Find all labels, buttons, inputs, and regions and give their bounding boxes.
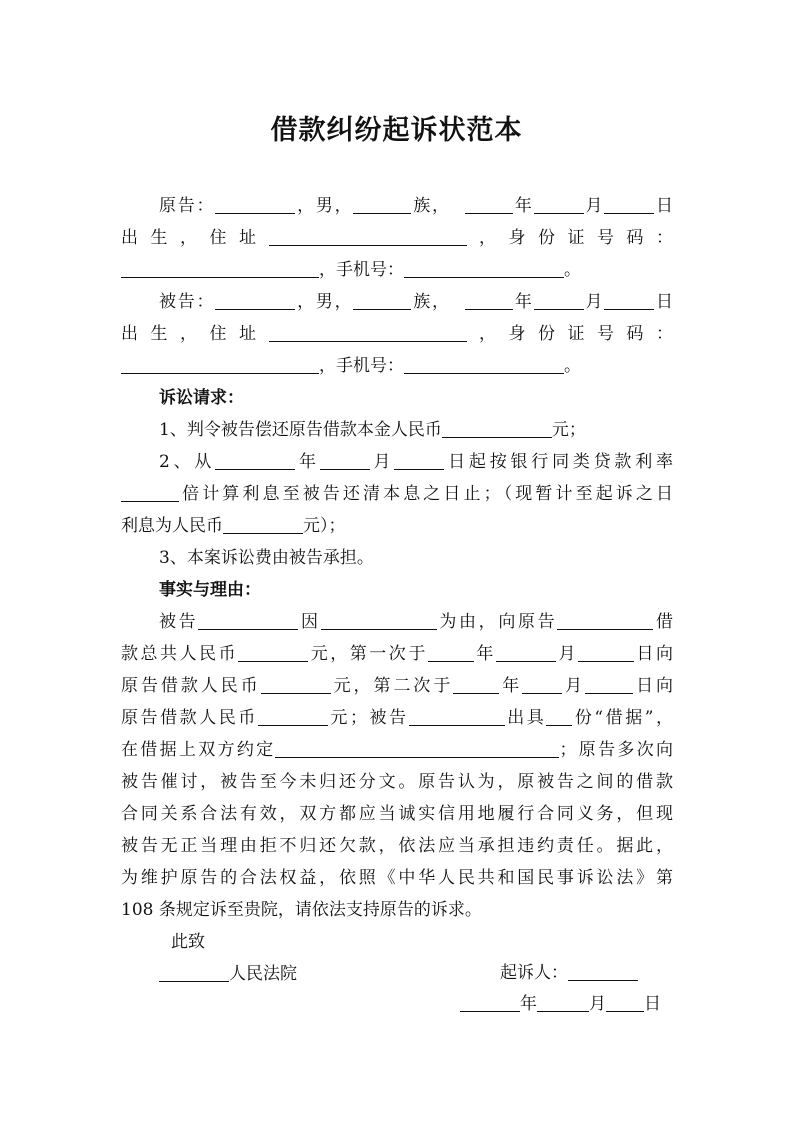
blank-field[interactable] [404, 258, 564, 278]
facts-line-3: 原告借款人民币 元，第二次于 年 月 日向 [121, 676, 674, 696]
signature-line: 起诉人： [500, 957, 638, 989]
blank-field[interactable] [215, 194, 295, 214]
closing-zhizhi: 此致 [171, 932, 205, 952]
facts-heading: 事实与理由： [159, 580, 261, 600]
blank-field[interactable] [537, 992, 589, 1012]
closing-court: 人民法院 [121, 958, 673, 990]
blank-field[interactable] [409, 706, 505, 726]
blank-field[interactable] [159, 962, 229, 982]
blank-field[interactable] [269, 226, 467, 246]
defendant-line-2: 出生，住址 ，身份证号码： [121, 324, 673, 344]
blank-field[interactable] [465, 290, 513, 310]
plaintiff-line-2: 出生，住址 ，身份证号码： [121, 228, 673, 248]
plaintiff-line-1: 原告： ，男， 族， 年 月 日 [159, 196, 674, 216]
facts-line-5: 在借据上双方约定 ；原告多次向 [121, 740, 674, 760]
blank-field[interactable] [320, 450, 370, 470]
blank-field[interactable] [121, 482, 179, 502]
blank-field[interactable] [394, 450, 444, 470]
defendant-line-1: 被告： ，男， 族， 年 月 日 [159, 292, 674, 312]
claim-2-line-2: 倍计算利息至被告还清本息之日止；（现暂计至起诉之日 [121, 478, 673, 510]
blank-field[interactable] [496, 642, 556, 662]
facts-line-2: 款总共人民币 元，第一次于 年 月 日向 [121, 644, 674, 664]
document-body [121, 190, 673, 990]
facts-line-9: 为维护原告的合法权益，依照《中华人民共和国民事诉讼法》第 [121, 868, 673, 888]
blank-field[interactable] [442, 418, 552, 438]
facts-line-4: 原告借款人民币 元；被告 出具 份“借据”， [121, 708, 674, 728]
blank-field[interactable] [522, 674, 562, 694]
blank-field[interactable] [215, 450, 295, 470]
blank-field[interactable] [606, 992, 644, 1012]
claim-3: 3、本案诉讼费由被告承担。 [159, 548, 374, 568]
facts-line-8: 被告无正当理由拒不归还欠款，依法应当承担违约责任。据此， [121, 836, 673, 856]
claims-heading: 诉讼请求： [159, 388, 244, 408]
date-line: 年 月 日 [460, 988, 661, 1020]
facts-line-6: 被告催讨，被告至今未归还分文。原告认为，原被告之间的借款 [121, 772, 673, 792]
blank-field[interactable] [534, 194, 584, 214]
claim-1: 1、判令被告偿还原告借款本金人民币 元； [159, 420, 586, 440]
blank-field[interactable] [557, 610, 653, 630]
claim-2-line-1: 2、从 年 月 日起按银行同类贷款利率 [159, 452, 674, 472]
blank-field[interactable] [238, 642, 308, 662]
blank-field[interactable] [261, 674, 331, 694]
blank-field[interactable] [546, 706, 572, 726]
blank-field[interactable] [578, 642, 634, 662]
blank-field[interactable] [215, 290, 295, 310]
blank-field[interactable] [223, 514, 303, 534]
blank-field[interactable] [585, 674, 633, 694]
blank-field[interactable] [258, 706, 328, 726]
blank-field[interactable] [353, 290, 411, 310]
facts-line-10: 108 条规定诉至贵院，请依法支持原告的诉求。 [121, 900, 482, 920]
blank-field[interactable] [428, 642, 474, 662]
blank-field[interactable] [604, 194, 654, 214]
blank-field[interactable] [453, 674, 499, 694]
claim-2-line-3: 利息为人民币 元）； [121, 516, 346, 536]
blank-field[interactable] [460, 992, 520, 1012]
blank-field[interactable] [275, 738, 559, 758]
plaintiff-line-3: ，手机号： 。 [121, 254, 673, 286]
blank-field[interactable] [353, 194, 411, 214]
facts-line-1: 被告 因 为由，向原告 借 [159, 612, 674, 632]
blank-field[interactable] [534, 290, 584, 310]
blank-field[interactable] [269, 322, 467, 342]
blank-field[interactable] [465, 194, 513, 214]
blank-field[interactable] [198, 610, 298, 630]
blank-field[interactable] [321, 610, 437, 630]
defendant-line-3: ，手机号： 。 [121, 350, 673, 382]
facts-line-7: 合同关系合法有效，双方都应当诚实信用地履行合同义务，但现 [121, 804, 673, 824]
document-title: 借款纠纷起诉状范本 [270, 115, 523, 146]
blank-field[interactable] [604, 290, 654, 310]
blank-field[interactable] [568, 961, 638, 981]
blank-field[interactable] [404, 354, 564, 374]
blank-field[interactable] [121, 354, 319, 374]
blank-field[interactable] [121, 258, 319, 278]
